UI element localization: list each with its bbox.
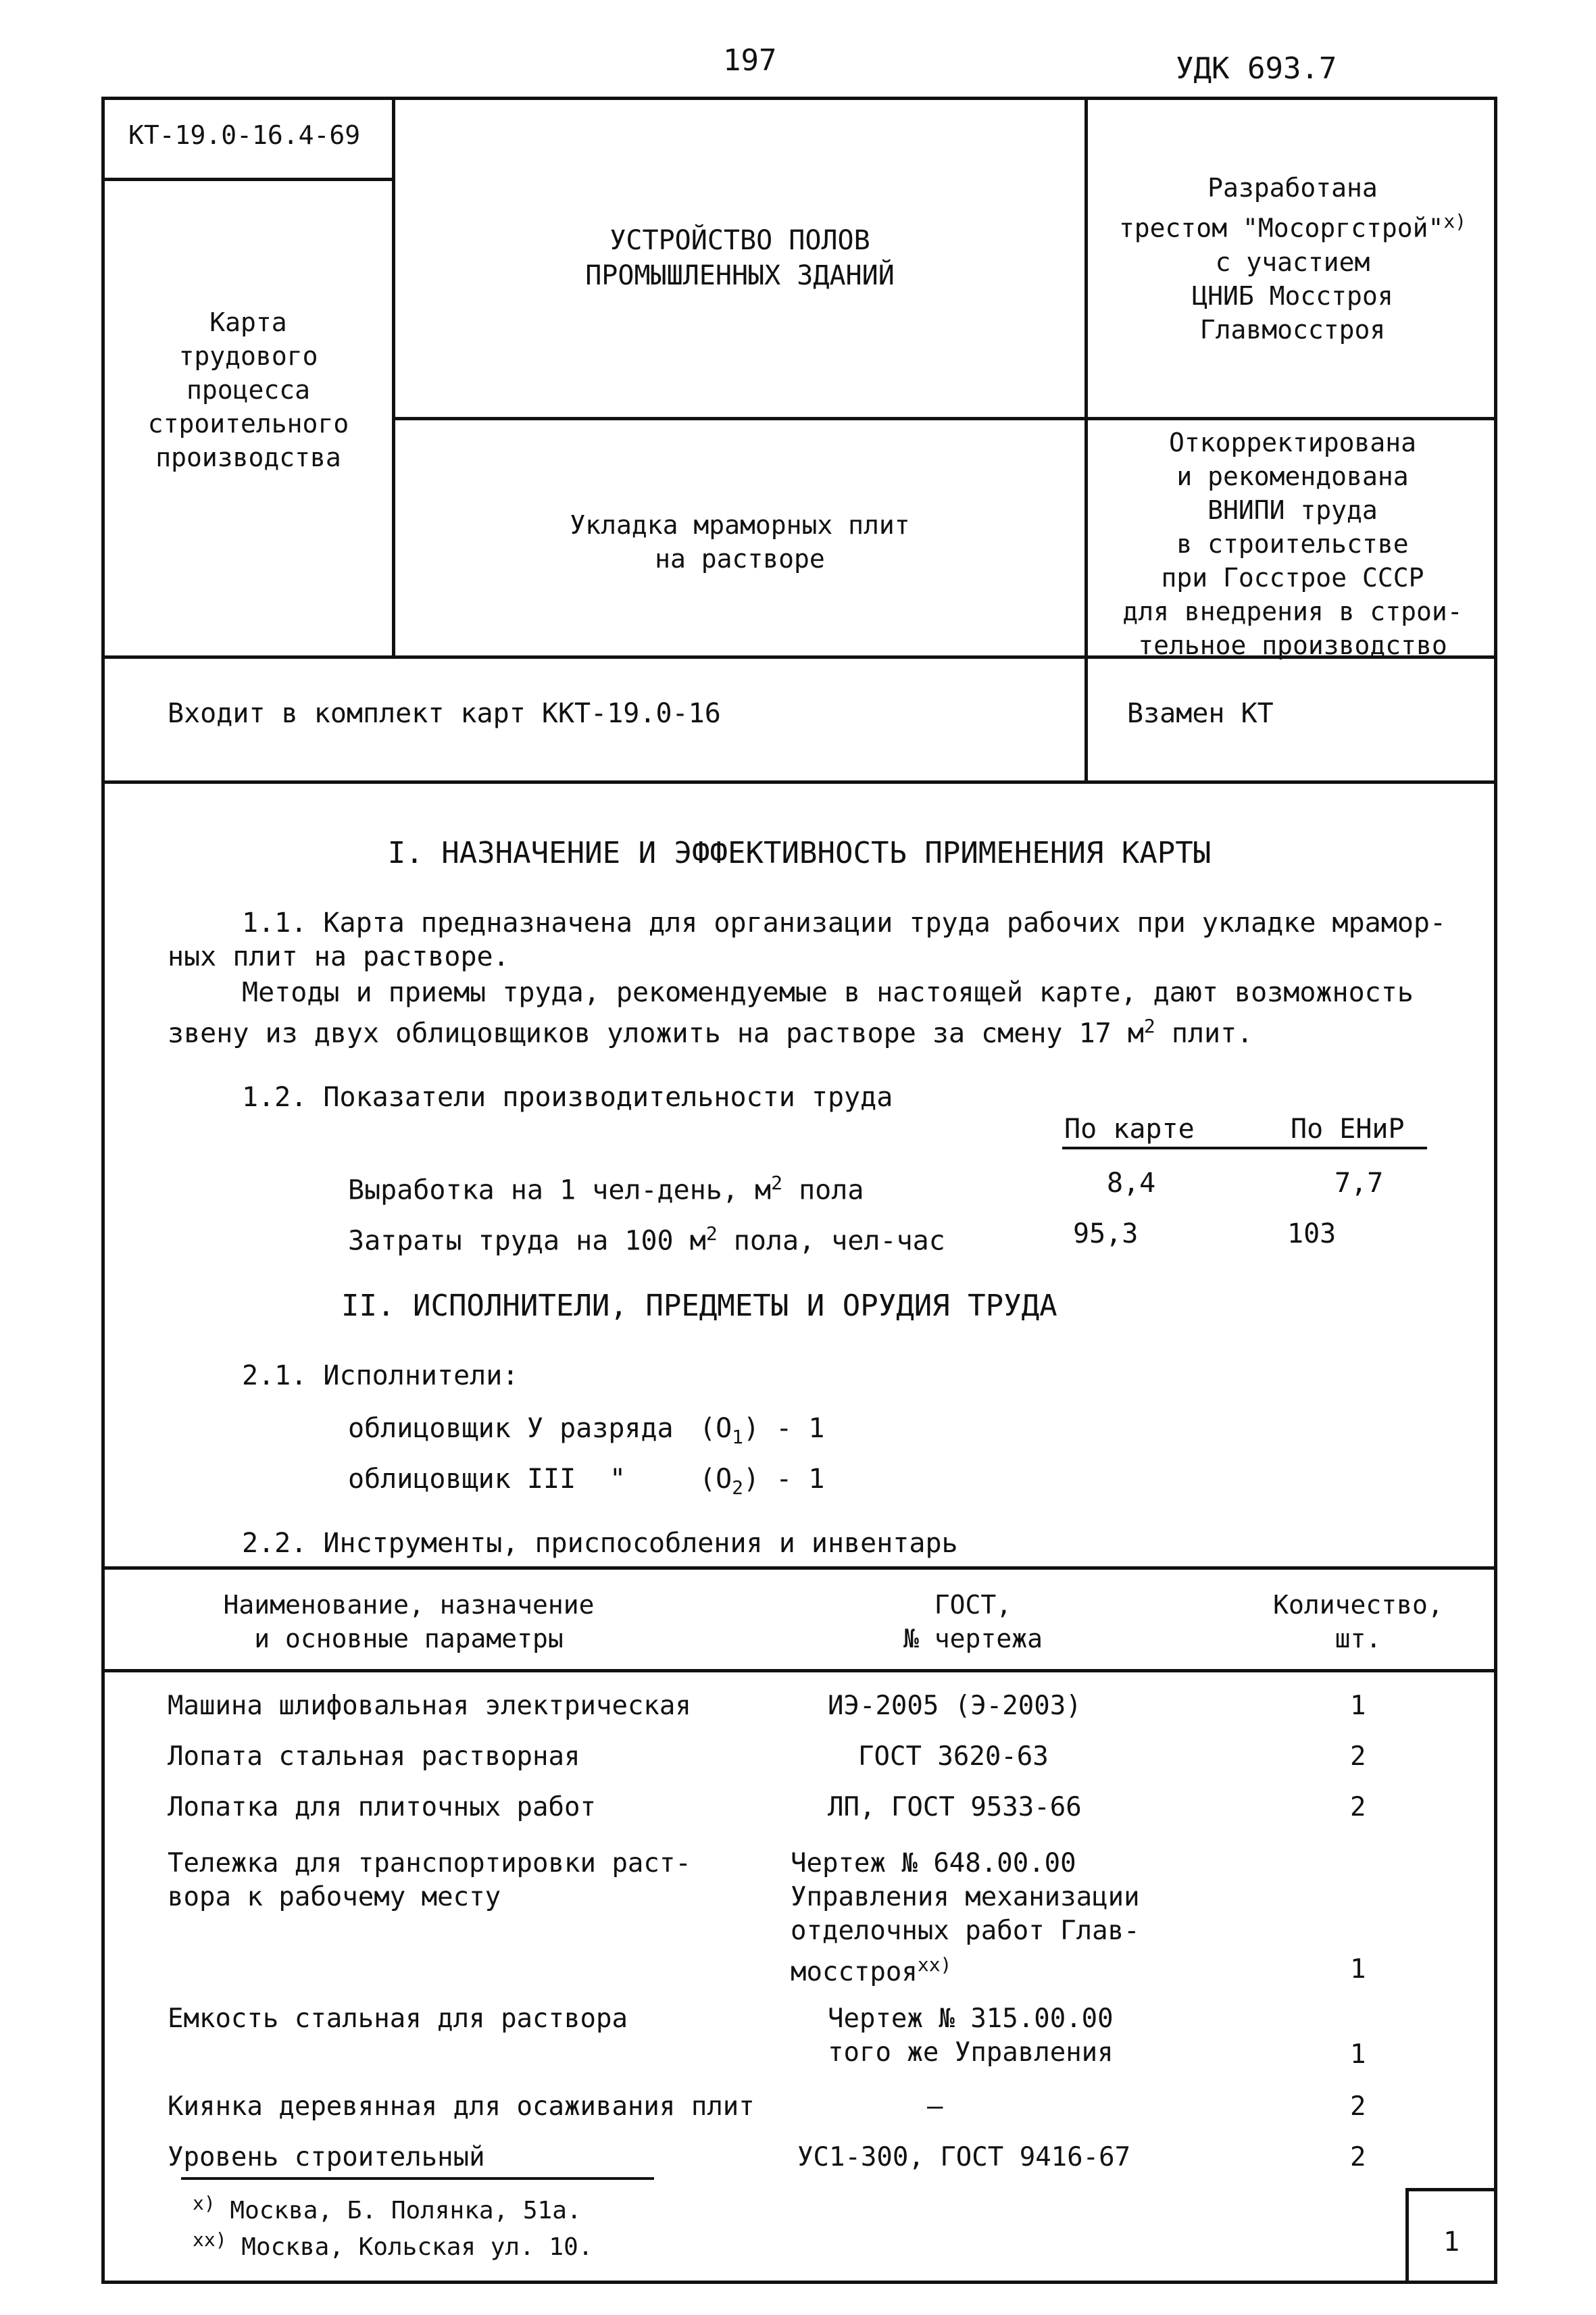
tool-qty: 1 [1350, 1691, 1366, 1721]
table-header-gost: ГОСТ, № чертежа [903, 1590, 1043, 1653]
performer-item: облицовщик У разряда [348, 1413, 674, 1444]
perf-row-label: Выработка на 1 чел-день, $м^2$ пола [348, 1172, 864, 1206]
page-number: 197 [723, 43, 777, 78]
perf-header-underline [1062, 1147, 1427, 1149]
footnote-2: $^{xx)}$ Москва, Кольская ул. 10. [193, 2229, 593, 2261]
performer-symbol: $(О_1) - 1$ [699, 1413, 825, 1448]
paragraph-methods-line2: звену из двух облицовщиков уложить на растворе за смену 17 $м^2$ плит. [168, 1015, 1253, 1049]
replaces-card: Взамен КТ [1127, 698, 1274, 729]
tool-gost: Чертеж № 315.00.00 того же Управления [828, 2003, 1114, 2068]
ditto-mark: " [609, 1464, 626, 1495]
performer-item: облицовщик III [348, 1464, 576, 1495]
performer-symbol: $(О_2) - 1$ [699, 1464, 825, 1499]
table-header-name: Наименование, назначение и основные параметры [223, 1590, 595, 1653]
card-type: Карта трудового процесса строительного производства [147, 307, 349, 472]
performers-title: 2.1. Исполнители: [242, 1360, 519, 1391]
tool-gost: ГОСТ 3620-63 [858, 1741, 1049, 1772]
tool-gost: ИЭ-2005 (Э-2003) [828, 1691, 1082, 1721]
tool-gost: — [927, 2091, 943, 2122]
tool-name: Машина шлифовальная электрическая [168, 1691, 691, 1721]
footnote-rule [181, 2177, 654, 2180]
perf-row-enir-value: 7,7 [1335, 1168, 1384, 1199]
paragraph-1-1-line1: 1.1. Карта предназначена для организации труда рабочих при укладке мрамор- [242, 907, 1447, 939]
tool-gost: ЛП, ГОСТ 9533-66 [828, 1792, 1082, 1822]
table-header-border [101, 1669, 1497, 1672]
footnote-1: $^{x)}$ Москва, Б. Полянка, 51а. [193, 2192, 582, 2224]
corrected-by: Откорректирована и рекомендована ВНИПИ труда в строительстве при Госстрое СССР для внедрения в строи- тельное производство [1122, 428, 1463, 660]
tools-title: 2.2. Инструменты, приспособления и инвентарь [242, 1528, 958, 1559]
card-code: КТ-19.0-16.4-69 [128, 120, 361, 150]
tool-gost: Чертеж № 648.00.00 Управления механизации отделочных работ Глав- мосстроя$^{xx)}$ [791, 1848, 1140, 1987]
tool-name: Уровень строительный [168, 2142, 485, 2172]
paragraph-methods-line1: Методы и приемы труда, рекомендуемые в настоящей карте, дают возможность [242, 977, 1414, 1008]
tool-qty: 2 [1350, 1792, 1366, 1822]
table-header-qty: Количество, шт. [1273, 1590, 1443, 1653]
header-mid-border [393, 417, 1497, 420]
set-row-border [101, 780, 1497, 784]
developed-by: Разработана трестом "Мосоргстрой"$^{x)}$ с участием ЦНИБ Мосстроя Главмосстроя [1118, 173, 1467, 345]
section1-heading: I. НАЗНАЧЕНИЕ И ЭФФЕКТИВНОСТЬ ПРИМЕНЕНИЯ КАРТЫ [387, 836, 1212, 870]
tool-qty: 2 [1350, 2091, 1366, 2122]
col-header-card: По карте [1064, 1114, 1195, 1145]
tool-qty: 2 [1350, 2142, 1366, 2172]
section2-heading: II. ИСПОЛНИТЕЛИ, ПРЕДМЕТЫ И ОРУДИЯ ТРУДА [341, 1289, 1057, 1323]
tool-qty: 1 [1350, 1954, 1366, 1985]
sheet-number: 1 [1443, 2226, 1460, 2258]
udk-code: УДК 693.7 [1176, 51, 1337, 86]
tool-name: Киянка деревянная для осаживания плит [168, 2091, 755, 2122]
footnote-mark: x) [1443, 210, 1467, 232]
perf-row-card-value: 95,3 [1073, 1218, 1139, 1249]
footnote-mark: xx) [917, 1953, 952, 1976]
tool-gost: УС1-300, ГОСТ 9416-67 [797, 2142, 1131, 2172]
card-subtitle: Укладка мраморных плит на растворе [570, 510, 910, 574]
perf-row-enir-value: 103 [1287, 1218, 1337, 1249]
tool-name: Лопатка для плиточных работ [168, 1792, 596, 1822]
set-membership: Входит в комплект карт ККТ-19.0-16 [168, 698, 721, 729]
paragraph-1-1-line2: ных плит на растворе. [168, 941, 509, 972]
tool-qty: 2 [1350, 1741, 1366, 1772]
performance-title: 1.2. Показатели производительности труда [242, 1082, 893, 1113]
table-top-border [101, 1566, 1497, 1570]
perf-row-card-value: 8,4 [1107, 1168, 1156, 1199]
perf-row-label: Затраты труда на 100 $м^2$ пола, чел-час [348, 1222, 945, 1257]
col-header-enir: По ЕНиР [1291, 1114, 1405, 1145]
tool-name: Лопата стальная растворная [168, 1741, 580, 1772]
card-title: УСТРОЙСТВО ПОЛОВ ПРОМЫШЛЕННЫХ ЗДАНИЙ [585, 225, 895, 291]
tool-name: Тележка для транспортировки раст- вора к рабочему месту [168, 1848, 691, 1912]
code-cell-border [101, 178, 393, 181]
tool-qty: 1 [1350, 2039, 1366, 2070]
tool-name: Емкость стальная для раствора [168, 2003, 628, 2034]
